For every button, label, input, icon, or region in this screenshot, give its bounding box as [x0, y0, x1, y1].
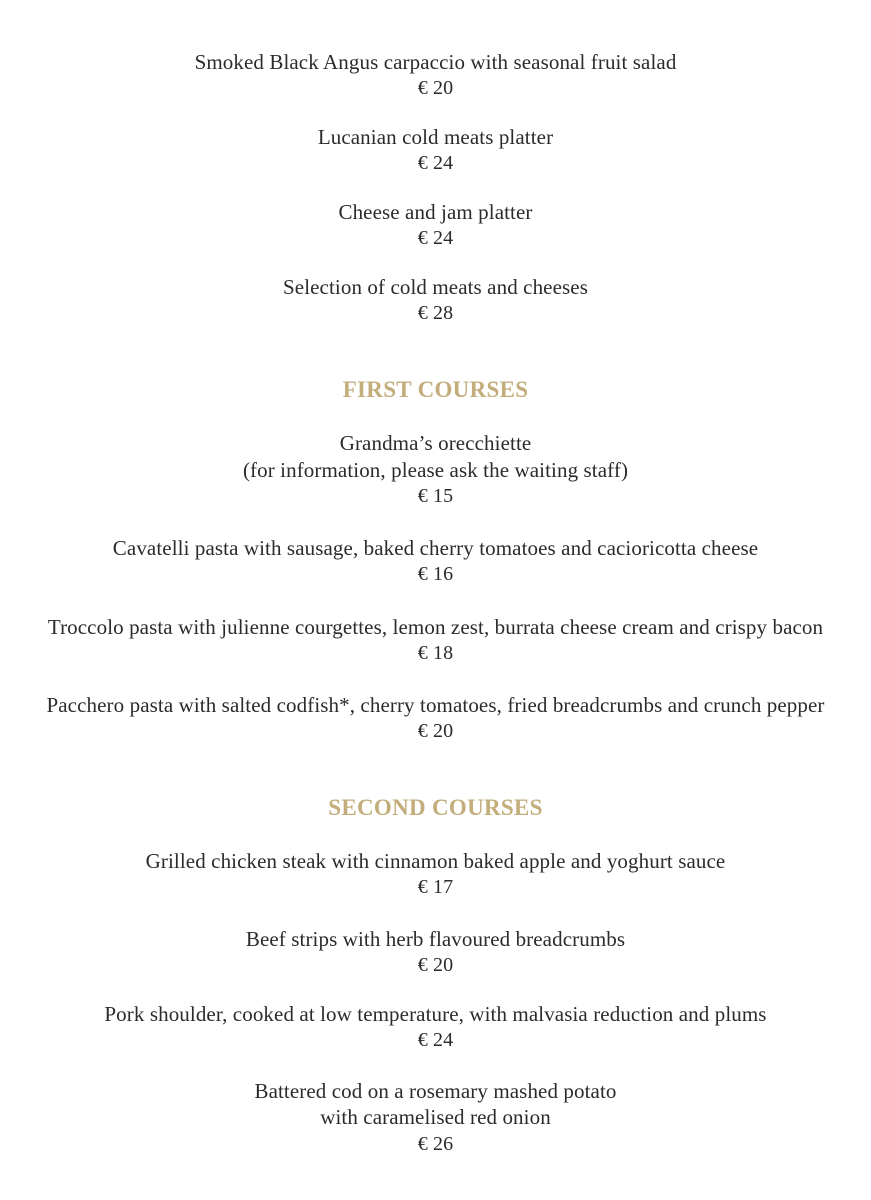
dish-name: Cavatelli pasta with sausage, baked cherry tomatoes and cacioricotta cheese: [112, 536, 759, 560]
dish-price: € 20: [417, 954, 454, 976]
dish-price: € 16: [417, 563, 454, 585]
dish-name: Selection of cold meats and cheeses: [283, 275, 588, 299]
section-heading-second-courses: SECOND COURSES: [328, 795, 543, 820]
dish-name: Cheese and jam platter: [338, 200, 533, 224]
dish-price: € 24: [417, 227, 454, 249]
dish-price: € 18: [417, 642, 454, 664]
dish-price: € 26: [417, 1133, 454, 1155]
dish-name: Lucanian cold meats platter: [317, 125, 554, 149]
dish-name: Troccolo pasta with julienne courgettes, lemon zest, burrata cheese cream and crispy bacon: [47, 615, 824, 639]
dish-price: € 15: [417, 485, 454, 507]
dish-name: Pacchero pasta with salted codfish*, cherry tomatoes, fried breadcrumbs and crunch pepper: [46, 693, 825, 717]
dish-price: € 24: [417, 152, 454, 174]
section-heading-first-courses: FIRST COURSES: [342, 377, 529, 402]
dish-name: Beef strips with herb flavoured breadcrumbs: [245, 927, 626, 951]
dish-note: (for information, please ask the waiting staff): [242, 458, 629, 482]
dish-name: Grilled chicken steak with cinnamon baked apple and yoghurt sauce: [145, 849, 726, 873]
dish-name: Grandma’s orecchiette: [339, 431, 532, 455]
dish-price: € 28: [417, 302, 454, 324]
dish-price: € 17: [417, 876, 454, 898]
dish-name: Battered cod on a rosemary mashed potato: [254, 1079, 617, 1103]
dish-price: € 20: [417, 77, 454, 99]
dish-name: Smoked Black Angus carpaccio with seasonal fruit salad: [194, 50, 677, 74]
dish-name: Pork shoulder, cooked at low temperature, with malvasia reduction and plums: [104, 1002, 767, 1026]
dish-name-continued: with caramelised red onion: [320, 1105, 551, 1129]
dish-price: € 20: [417, 720, 454, 742]
dish-price: € 24: [417, 1029, 454, 1051]
